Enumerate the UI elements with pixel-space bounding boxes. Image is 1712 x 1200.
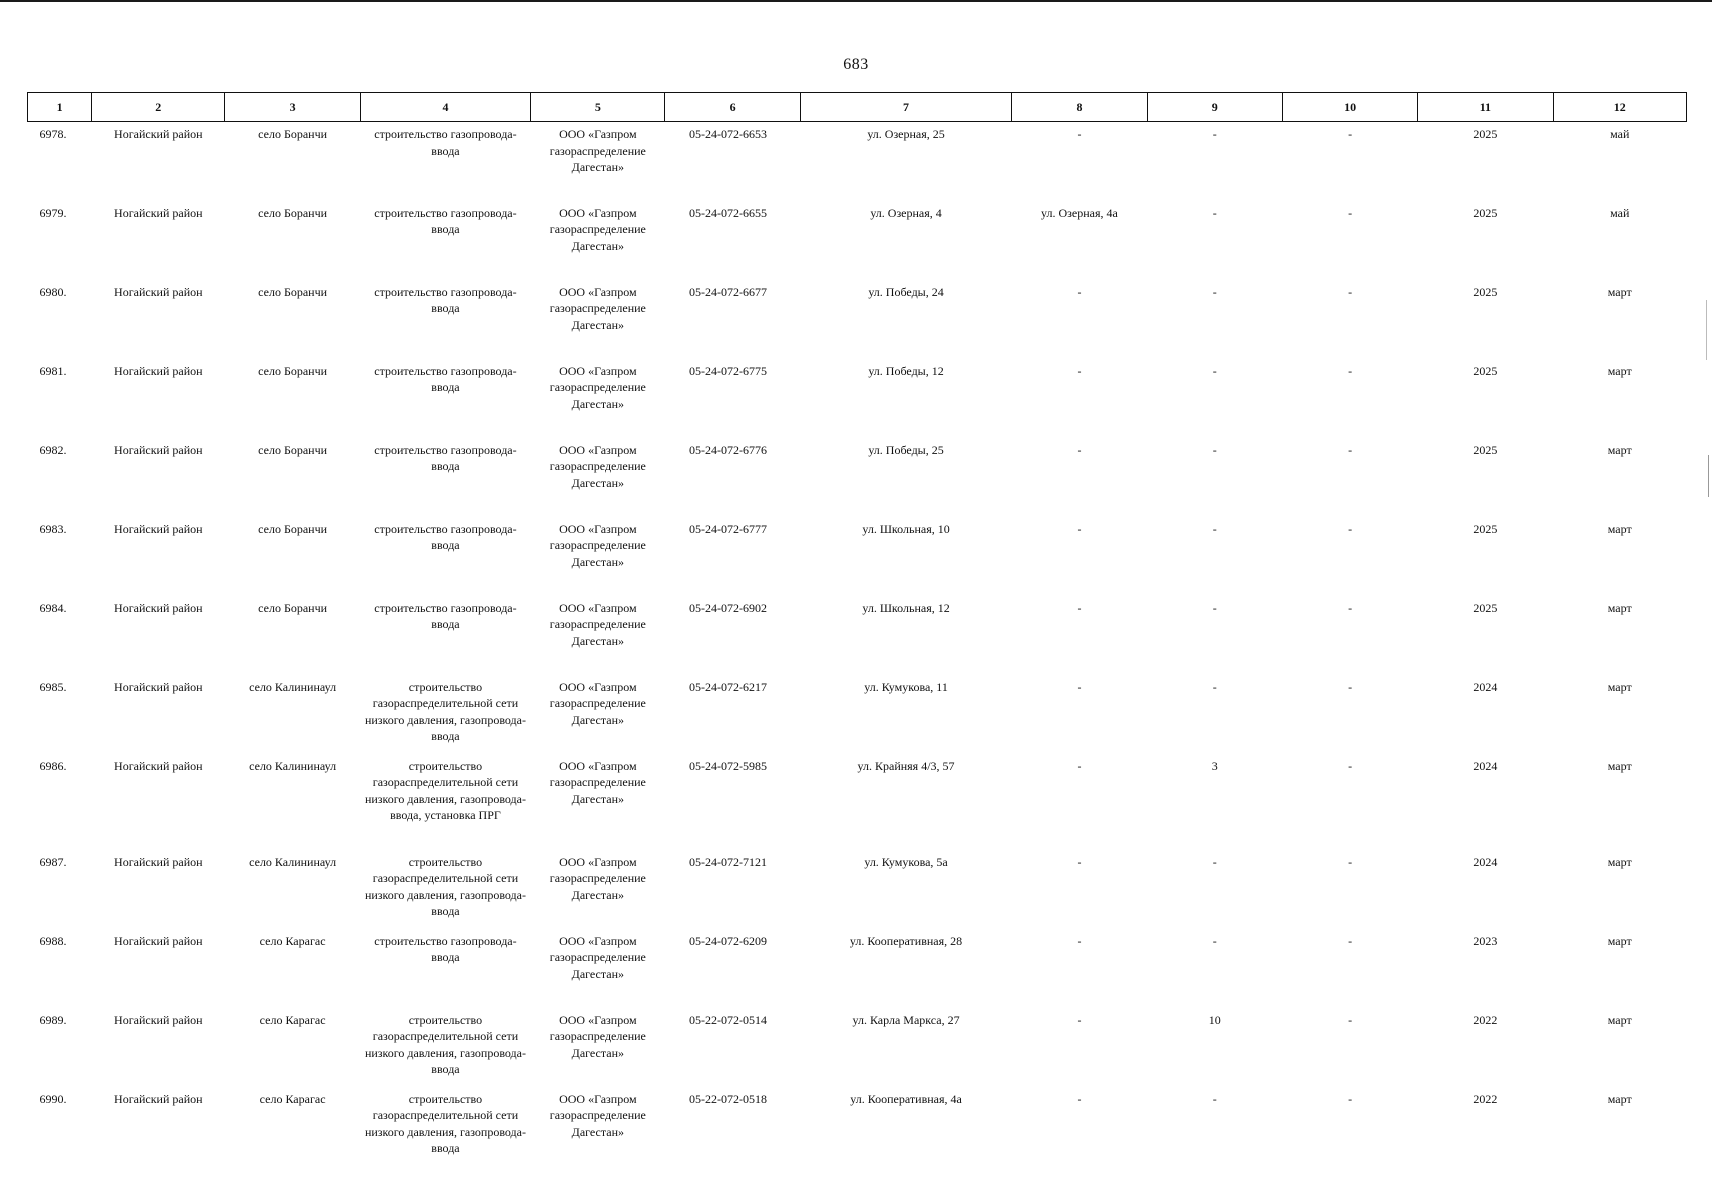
column-8-cell: - (1077, 758, 1082, 773)
column-9-cell: - (1212, 442, 1217, 457)
column-9-cell: - (1212, 205, 1217, 220)
work-type-cell: строительство газопровода-ввода (374, 205, 517, 236)
address-cell: ул. Победы, 12 (868, 363, 944, 378)
locality-cell: село Боранчи (258, 521, 328, 536)
table-row (28, 675, 1687, 754)
column-9-cell: - (1212, 854, 1217, 869)
organization-cell: ООО «Газпром газораспределение Дагестан» (549, 442, 646, 490)
district-cell: Ногайский район (114, 363, 203, 378)
work-type-cell: строительство газораспределительной сети низкого давления, газопровода-ввода (364, 854, 526, 918)
column-9-cell: - (1212, 1091, 1217, 1106)
table-row (28, 596, 1687, 675)
code-cell: 05-24-072-6653 (688, 127, 767, 141)
column-8-cell: - (1077, 127, 1082, 141)
month-cell: март (1607, 1012, 1632, 1027)
column-8-cell: - (1077, 679, 1082, 694)
top-rule (0, 0, 1712, 2)
year-cell: 2024 (1473, 854, 1498, 869)
locality-cell: село Калининаул (249, 679, 337, 694)
year-cell: 2025 (1473, 127, 1498, 141)
locality-cell: село Калининаул (249, 854, 337, 869)
column-9-cell: - (1212, 679, 1217, 694)
column-header: 10 (1282, 93, 1417, 122)
code-cell: 05-24-072-6677 (688, 284, 767, 299)
code-cell: 05-24-072-6217 (688, 679, 767, 694)
column-header: 7 (800, 93, 1012, 122)
year-cell: 2022 (1473, 1091, 1498, 1106)
code-cell: 05-24-072-6209 (688, 933, 767, 948)
organization-cell: ООО «Газпром газораспределение Дагестан» (549, 679, 646, 727)
district-cell: Ногайский район (114, 933, 203, 948)
column-9-cell: - (1212, 933, 1217, 948)
locality-cell: село Карагас (259, 1091, 326, 1106)
column-10-cell: - (1348, 758, 1353, 773)
column-8-cell: - (1077, 363, 1082, 378)
district-cell: Ногайский район (114, 679, 203, 694)
district-cell: Ногайский район (114, 854, 203, 869)
column-9-cell: - (1212, 600, 1217, 615)
month-cell: март (1607, 600, 1632, 615)
column-9-cell: - (1212, 127, 1217, 141)
locality-cell: село Боранчи (258, 127, 328, 141)
address-cell: ул. Победы, 24 (868, 284, 944, 299)
district-cell: Ногайский район (114, 1012, 203, 1027)
organization-cell: ООО «Газпром газораспределение Дагестан» (549, 1012, 646, 1060)
month-cell: март (1607, 442, 1632, 457)
column-10-cell: - (1348, 1012, 1353, 1027)
column-header: 5 (531, 93, 665, 122)
month-cell: май (1610, 205, 1630, 220)
column-8-cell: - (1077, 442, 1082, 457)
table-row (28, 201, 1687, 280)
year-cell: 2024 (1473, 758, 1498, 773)
year-cell: 2025 (1473, 600, 1498, 615)
table-row (28, 1008, 1687, 1087)
year-cell: 2023 (1473, 933, 1498, 948)
organization-cell: ООО «Газпром газораспределение Дагестан» (549, 127, 646, 174)
table-row (28, 438, 1687, 517)
row-number: 6986. (39, 758, 67, 773)
column-8-cell: - (1077, 1012, 1082, 1027)
column-10-cell: - (1348, 1091, 1353, 1106)
district-cell: Ногайский район (114, 127, 203, 141)
column-header: 2 (92, 93, 225, 122)
work-type-cell: строительство газопровода-ввода (374, 284, 517, 315)
column-10-cell: - (1348, 363, 1353, 378)
row-number: 6978. (39, 127, 67, 141)
table-row (28, 1087, 1687, 1166)
district-cell: Ногайский район (114, 600, 203, 615)
column-8-cell: - (1077, 521, 1082, 536)
month-cell: май (1610, 127, 1630, 141)
code-cell: 05-24-072-6776 (688, 442, 767, 457)
year-cell: 2025 (1473, 521, 1498, 536)
row-number: 6984. (39, 600, 67, 615)
table-row (28, 280, 1687, 359)
column-10-cell: - (1348, 284, 1353, 299)
work-type-cell: строительство газораспределительной сети низкого давления, газопровода-ввода (364, 679, 526, 743)
column-header: 11 (1418, 93, 1553, 122)
column-9-cell: - (1212, 284, 1217, 299)
month-cell: март (1607, 1091, 1632, 1106)
table-row (28, 929, 1687, 1008)
table-body (28, 122, 1687, 1166)
column-10-cell: - (1348, 442, 1353, 457)
work-type-cell: строительство газопровода-ввода (374, 521, 517, 552)
column-8-cell: ул. Озерная, 4а (1041, 205, 1118, 220)
year-cell: 2025 (1473, 363, 1498, 378)
locality-cell: село Боранчи (258, 284, 328, 299)
scan-mark (1708, 455, 1709, 497)
table-row (28, 359, 1687, 438)
locality-cell: село Боранчи (258, 442, 328, 457)
address-cell: ул. Озерная, 25 (867, 127, 945, 141)
code-cell: 05-24-072-5985 (688, 758, 767, 773)
column-10-cell: - (1348, 127, 1353, 141)
year-cell: 2022 (1473, 1012, 1498, 1027)
address-cell: ул. Кооперативная, 4а (850, 1091, 962, 1106)
address-cell: ул. Кумукова, 5а (864, 854, 948, 869)
work-type-cell: строительство газопровода-ввода (374, 600, 517, 631)
work-type-cell: строительство газораспределительной сети низкого давления, газопровода-ввода (364, 1091, 526, 1155)
column-9-cell: 10 (1208, 1012, 1221, 1027)
column-header: 9 (1147, 93, 1282, 122)
column-10-cell: - (1348, 854, 1353, 869)
work-type-cell: строительство газопровода-ввода (374, 442, 517, 473)
column-8-cell: - (1077, 854, 1082, 869)
organization-cell: ООО «Газпром газораспределение Дагестан» (549, 205, 646, 253)
organization-cell: ООО «Газпром газораспределение Дагестан» (549, 854, 646, 902)
address-cell: ул. Кооперативная, 28 (849, 933, 963, 948)
table-row (28, 122, 1687, 201)
row-number: 6987. (39, 854, 67, 869)
code-cell: 05-24-072-6775 (688, 363, 767, 378)
month-cell: март (1607, 854, 1632, 869)
year-cell: 2025 (1473, 442, 1498, 457)
address-cell: ул. Школьная, 10 (862, 521, 950, 536)
year-cell: 2025 (1473, 205, 1498, 220)
address-cell: ул. Победы, 25 (868, 442, 944, 457)
column-header: 3 (225, 93, 360, 122)
code-cell: 05-24-072-6655 (688, 205, 767, 220)
district-cell: Ногайский район (114, 758, 203, 773)
code-cell: 05-24-072-6777 (688, 521, 767, 536)
year-cell: 2025 (1473, 284, 1498, 299)
scan-mark (1706, 300, 1707, 360)
table-row (28, 754, 1687, 850)
organization-cell: ООО «Газпром газораспределение Дагестан» (549, 284, 646, 332)
month-cell: март (1607, 933, 1632, 948)
district-cell: Ногайский район (114, 521, 203, 536)
column-10-cell: - (1348, 933, 1353, 948)
column-9-cell: - (1212, 363, 1217, 378)
column-9-cell: 3 (1211, 758, 1218, 773)
column-8-cell: - (1077, 1091, 1082, 1106)
organization-cell: ООО «Газпром газораспределение Дагестан» (549, 363, 646, 411)
row-number: 6990. (39, 1091, 67, 1106)
header-row (28, 93, 1687, 122)
row-number: 6979. (39, 205, 67, 220)
month-cell: март (1607, 679, 1632, 694)
code-cell: 05-24-072-7121 (688, 854, 767, 869)
column-8-cell: - (1077, 600, 1082, 615)
organization-cell: ООО «Газпром газораспределение Дагестан» (549, 933, 646, 981)
work-type-cell: строительство газопровода-ввода (374, 363, 517, 394)
code-cell: 05-22-072-0514 (688, 1012, 767, 1027)
row-number: 6980. (39, 284, 67, 299)
month-cell: март (1607, 284, 1632, 299)
column-header: 8 (1012, 93, 1147, 122)
column-header: 6 (665, 93, 800, 122)
district-cell: Ногайский район (114, 284, 203, 299)
organization-cell: ООО «Газпром газораспределение Дагестан» (549, 600, 646, 648)
address-cell: ул. Кумукова, 11 (864, 679, 948, 694)
locality-cell: село Боранчи (258, 600, 328, 615)
column-8-cell: - (1077, 933, 1082, 948)
locality-cell: село Боранчи (258, 363, 328, 378)
table-row (28, 517, 1687, 596)
row-number: 6985. (39, 679, 67, 694)
locality-cell: село Боранчи (258, 205, 328, 220)
district-cell: Ногайский район (114, 1091, 203, 1106)
column-8-cell: - (1077, 284, 1082, 299)
column-10-cell: - (1348, 521, 1353, 536)
row-number: 6981. (39, 363, 67, 378)
address-cell: ул. Карла Маркса, 27 (852, 1012, 960, 1027)
district-cell: Ногайский район (114, 442, 203, 457)
work-type-cell: строительство газораспределительной сети низкого давления, газопровода-ввода (364, 1012, 526, 1076)
district-cell: Ногайский район (114, 205, 203, 220)
page-number: 683 (843, 56, 869, 73)
code-cell: 05-24-072-6902 (688, 600, 767, 615)
work-type-cell: строительство газораспределительной сети низкого давления, газопровода-ввода, установка ПРГ (364, 758, 526, 822)
address-cell: ул. Крайняя 4/3, 57 (857, 758, 955, 773)
organization-cell: ООО «Газпром газораспределение Дагестан» (549, 521, 646, 569)
column-header: 4 (360, 93, 530, 122)
locality-cell: село Карагас (259, 1012, 326, 1027)
work-type-cell: строительство газопровода-ввода (374, 933, 517, 964)
column-10-cell: - (1348, 679, 1353, 694)
column-9-cell: - (1212, 521, 1217, 536)
month-cell: март (1607, 363, 1632, 378)
locality-cell: село Калининаул (249, 758, 337, 773)
address-cell: ул. Школьная, 12 (862, 600, 950, 615)
column-header: 1 (28, 93, 92, 122)
row-number: 6982. (39, 442, 67, 457)
data-table (27, 92, 1687, 1166)
locality-cell: село Карагас (259, 933, 326, 948)
column-10-cell: - (1348, 600, 1353, 615)
code-cell: 05-22-072-0518 (688, 1091, 767, 1106)
row-number: 6988. (39, 933, 67, 948)
month-cell: март (1607, 521, 1632, 536)
work-type-cell: строительство газопровода-ввода (374, 127, 517, 158)
row-number: 6989. (39, 1012, 67, 1027)
organization-cell: ООО «Газпром газораспределение Дагестан» (549, 1091, 646, 1139)
table-row (28, 850, 1687, 929)
column-header: 12 (1553, 93, 1686, 122)
month-cell: март (1607, 758, 1632, 773)
organization-cell: ООО «Газпром газораспределение Дагестан» (549, 758, 646, 806)
address-cell: ул. Озерная, 4 (870, 205, 942, 220)
year-cell: 2024 (1473, 679, 1498, 694)
column-10-cell: - (1348, 205, 1353, 220)
row-number: 6983. (39, 521, 67, 536)
